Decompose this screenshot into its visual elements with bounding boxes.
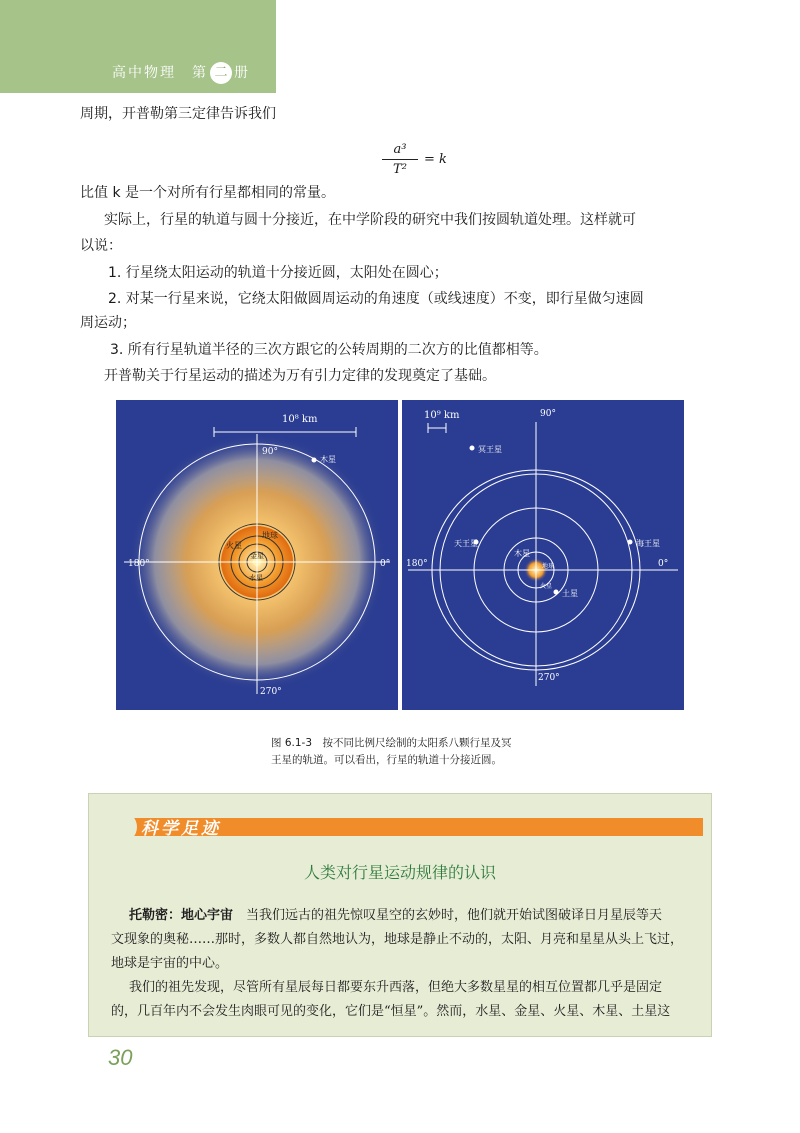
box-heading: 人类对行星运动规律的认识 (303, 863, 496, 882)
scale-label: 10⁸ km (282, 414, 318, 425)
list-item: 2. 对某一行星来说，它绕太阳做圆周运动的角速度（或线速度）不变，即行星做匀速圆 (108, 291, 644, 307)
text-line: 开普勒关于行星运动的描述为万有引力定律的发现奠定了基础。 (104, 368, 496, 384)
earth-label: 地球 (262, 531, 278, 540)
page-number: 30 (108, 1045, 133, 1070)
formula-numerator: a³ (382, 142, 418, 160)
kepler-formula (372, 142, 482, 182)
jupiter-label: 木星 (320, 455, 336, 464)
pluto-dot (470, 446, 475, 451)
label-90: 90° (262, 447, 278, 457)
formula-denominator: T² (393, 162, 407, 177)
saturn-label: 土星 (562, 589, 578, 598)
label-180: 180° (406, 559, 428, 569)
inner-orbits-panel (116, 400, 398, 710)
figure-caption-line2: 王星的轨道。可以看出，行星的轨道十分接近圆。 (271, 754, 502, 766)
text-line: 周运动； (80, 315, 136, 331)
uranus-label: 天王星 (454, 539, 478, 548)
neptune-dot (628, 540, 633, 545)
orbit-figure (116, 400, 684, 710)
figure-caption-line1: 图 6.1-3 按不同比例尺绘制的太阳系八颗行星及冥 (271, 737, 512, 749)
list-item: 1. 行星绕太阳运动的轨道十分接近圆，太阳处在圆心； (108, 265, 448, 281)
earth-label: 地球 (542, 563, 555, 570)
box-title-cap (97, 811, 137, 843)
scale-label: 10⁹ km (424, 410, 460, 421)
outer-orbits-panel (402, 400, 684, 710)
text-line: 实际上，行星的轨道与圆十分接近，在中学阶段的研究中我们按圆轨道处理。这样就可 (104, 212, 636, 228)
label-270: 270° (260, 687, 282, 697)
mars-label: 火星 (226, 541, 242, 550)
book-title-text: 高中物理 第 (112, 65, 208, 81)
label-0: 0° (658, 559, 669, 569)
box-paragraph-line (129, 906, 662, 926)
box-paragraph-line: 文现象的奥秘……那时，多数人都自然地认为，地球是静止不动的，太阳、月亮和星星从头上飞过， (111, 932, 684, 947)
text-line: 比值 k 是一个对所有行星都相同的常量。 (80, 185, 336, 201)
label-180: 180° (128, 559, 150, 569)
inner-orbits-diagram (116, 400, 398, 710)
venus-label: 金星 (250, 552, 264, 560)
mars-label: 火星 (540, 583, 553, 590)
jupiter-dot (312, 458, 317, 463)
text-line: 以说： (80, 238, 122, 254)
label-270: 270° (538, 673, 560, 683)
volume-badge: 二 (210, 62, 232, 84)
label-90: 90° (540, 409, 556, 419)
jupiter-label: 木星 (514, 549, 530, 558)
box-title: 科学足迹 (141, 819, 221, 839)
text-line: 周期，开普勒第三定律告诉我们 (80, 106, 276, 122)
neptune-label: 海王星 (636, 539, 660, 548)
box-paragraph-text: 当我们远古的祖先惊叹星空的玄妙时，他们就开始试图破译日月星辰等天 (246, 908, 663, 923)
science-footprint-box (88, 793, 712, 1037)
box-paragraph-line: 的，几百年内不会发生肉眼可见的变化，它们是“恒星”。然而，水星、金星、火星、木星、土星这 (111, 1004, 671, 1019)
pluto-label: 冥王星 (478, 445, 502, 454)
formula-rhs: = k (424, 152, 447, 167)
saturn-dot (554, 590, 559, 595)
box-paragraph-line: 我们的祖先发现，尽管所有星辰每日都要东升西落，但绝大多数星星的相互位置都几乎是固定 (129, 980, 663, 995)
formula-fraction (382, 142, 418, 177)
mercury-label: 水星 (249, 574, 263, 582)
book-title-tail: 册 (234, 65, 250, 81)
outer-orbits-diagram (402, 400, 684, 710)
list-item: 3. 所有行星轨道半径的三次方跟它的公转周期的二次方的比值都相等。 (110, 342, 548, 358)
box-paragraph-lead: 托勒密：地心宇宙 (129, 908, 234, 923)
box-paragraph-line: 地球是宇宙的中心。 (111, 956, 229, 971)
page-header (0, 0, 800, 93)
book-title (112, 62, 250, 84)
label-0: 0° (380, 559, 391, 569)
